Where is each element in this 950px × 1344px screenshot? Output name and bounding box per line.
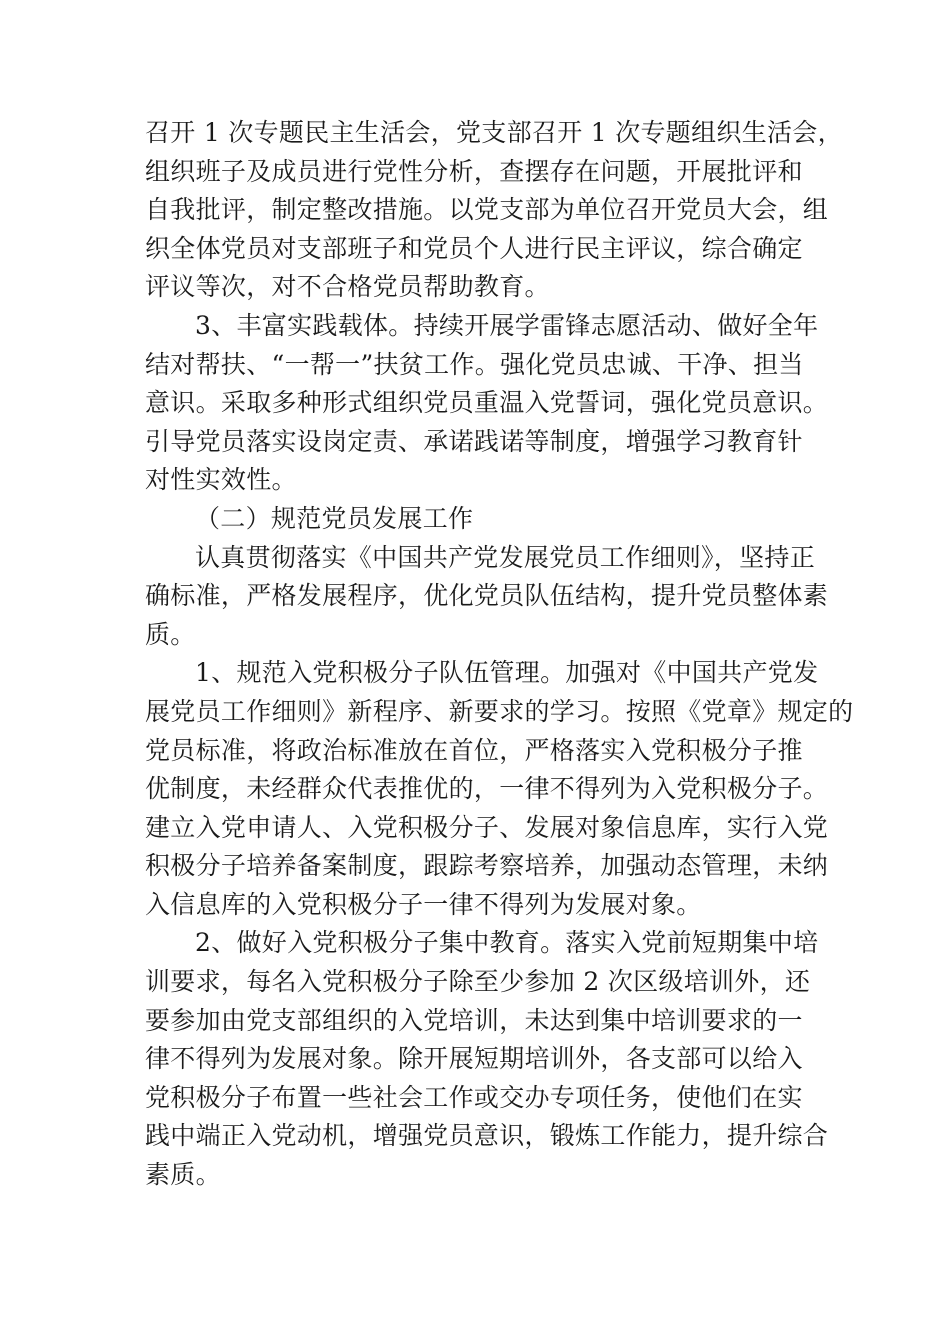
text-line: 党员标准，将政治标准放在首位，严格落实入党积极分子推 (145, 735, 803, 765)
text-line: 优制度，未经群众代表推优的，一律不得列为入党积极分子。 (145, 774, 829, 804)
text-line: 展党员工作细则》新程序、新要求的学习。按照《党章》规定的 (145, 696, 854, 726)
paragraph-p4 (145, 539, 829, 655)
text-line: 确标准，严格发展程序，优化党员队伍结构，提升党员整体素 (145, 581, 829, 611)
text-line: 召开 1 次专题民主生活会，党支部召开 1 次专题组织生活会， (145, 118, 843, 147)
text-line: 评议等次，对不合格党员帮助教育。 (145, 272, 550, 302)
paragraph-p2 (145, 307, 829, 500)
text-line: 2、做好入党积极分子集中教育。落实入党前短期集中培 (195, 928, 819, 958)
text-line: 律不得列为发展对象。除开展短期培训外，各支部可以给入 (145, 1044, 803, 1074)
text-line: 自我批评，制定整改措施。以党支部为单位召开党员大会，组 (145, 195, 829, 225)
text-line: 入信息库的入党积极分子一律不得列为发展对象。 (145, 889, 702, 919)
text-line: 质。 (145, 619, 196, 649)
text-line: （二）规范党员发展工作 (195, 503, 474, 533)
text-line: 素质。 (145, 1160, 221, 1190)
text-line: 意识。采取多种形式组织党员重温入党誓词，强化党员意识。 (145, 388, 829, 418)
text-line: 1、规范入党积极分子队伍管理。加强对《中国共产党发 (195, 658, 819, 688)
paragraph-p6 (145, 924, 829, 1194)
text-line: 践中端正入党动机，增强党员意识，锻炼工作能力，提升综合 (145, 1121, 829, 1151)
text-line: 建立入党申请人、入党积极分子、发展对象信息库，实行入党 (145, 812, 829, 842)
text-line: 引导党员落实设岗定责、承诺践诺等制度，增强学习教育针 (145, 426, 803, 456)
text-line: 组织班子及成员进行党性分析，查摆存在问题，开展批评和 (145, 156, 803, 186)
text-line: 对性实效性。 (145, 465, 297, 495)
text-line: 认真贯彻落实《中国共产党发展党员工作细则》，坚持正 (195, 542, 816, 572)
paragraph-p1 (145, 114, 843, 307)
text-line: 积极分子培养备案制度，跟踪考察培养，加强动态管理，未纳 (145, 851, 829, 881)
text-line: 党积极分子布置一些社会工作或交办专项任务，使他们在实 (145, 1082, 803, 1112)
paragraph-p5 (145, 654, 854, 924)
text-line: 训要求，每名入党积极分子除至少参加 2 次区级培训外，还 (145, 967, 811, 997)
text-line: 结对帮扶、“一帮一”扶贫工作。强化党员忠诚、干净、担当 (145, 349, 804, 379)
text-line: 织全体党员对支部班子和党员个人进行民主评议，综合确定 (145, 233, 803, 263)
paragraph-p3 (145, 500, 810, 539)
text-line: 要参加由党支部组织的入党培训，未达到集中培训要求的一 (145, 1005, 803, 1035)
document-body (145, 114, 854, 1195)
text-line: 3、丰富实践载体。持续开展学雷锋志愿活动、做好全年 (195, 310, 819, 340)
